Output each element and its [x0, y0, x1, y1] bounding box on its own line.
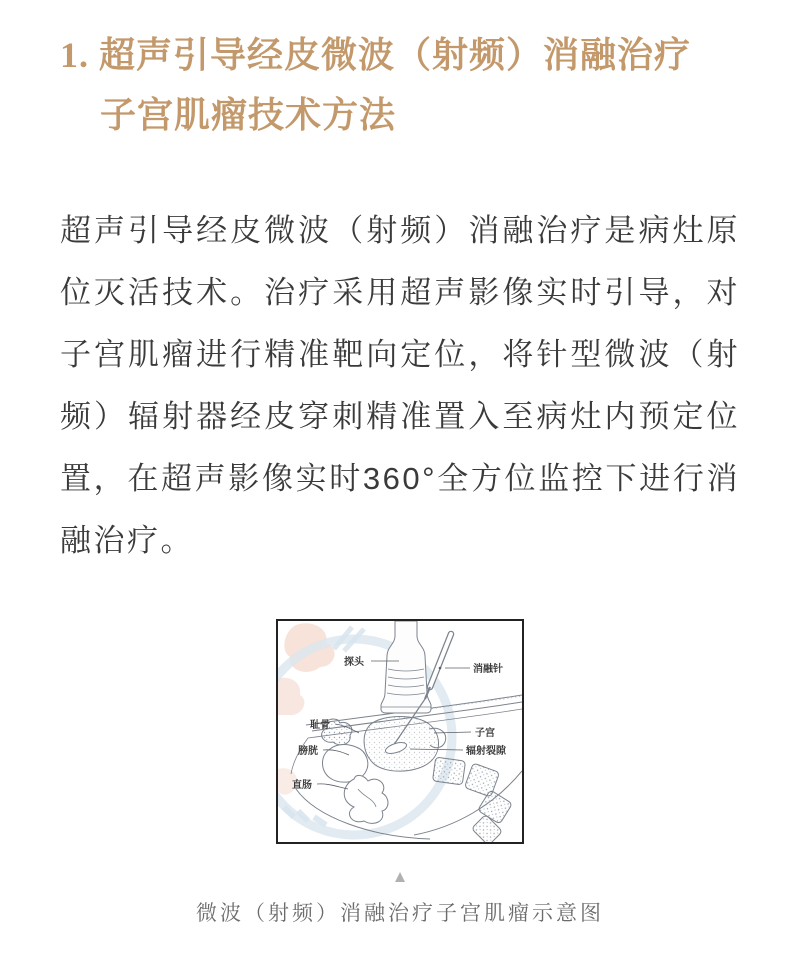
- heading-line-1: 1. 超声引导经皮微波（射频）消融治疗: [60, 35, 692, 75]
- label-probe: 探头: [344, 657, 364, 668]
- label-rectum: 直肠: [292, 780, 312, 791]
- sacrum-shape: [432, 757, 512, 842]
- section-heading: [60, 25, 740, 145]
- paragraph-line: 超声引导经皮微波（射频）消融治疗是病灶原: [60, 213, 740, 248]
- body-paragraph: [60, 200, 740, 572]
- label-bladder: 膀胱: [298, 746, 318, 757]
- figure-caption: 微波（射频）消融治疗子宫肌瘤示意图: [196, 902, 604, 925]
- label-pubic-bone: 耻骨: [310, 720, 330, 731]
- probe-shape: [381, 621, 431, 713]
- heading-line-2: 子宫肌瘤技术方法: [100, 95, 397, 135]
- paragraph-line: 置，在超声影像实时360°全方位监控下进行消: [60, 461, 740, 496]
- label-ablation-needle: 消融针: [473, 664, 503, 675]
- label-uterus: 子宫: [475, 728, 495, 739]
- paragraph-line: 频）辐射器经皮穿刺精准置入至病灶内预定位: [60, 399, 740, 434]
- caption-marker-icon: ▲: [391, 867, 409, 886]
- paragraph-line: 子宫肌瘤进行精准靶向定位，将针型微波（射: [60, 337, 740, 372]
- anatomy-diagram: [278, 621, 522, 842]
- rectum-shape: [344, 775, 388, 823]
- figure-frame: [276, 619, 524, 844]
- label-radiation-slit: 辐射裂隙: [466, 746, 506, 757]
- paragraph-line: 位灭活技术。治疗采用超声影像实时引导，对: [60, 275, 740, 310]
- paragraph-line: 融治疗。: [60, 523, 194, 558]
